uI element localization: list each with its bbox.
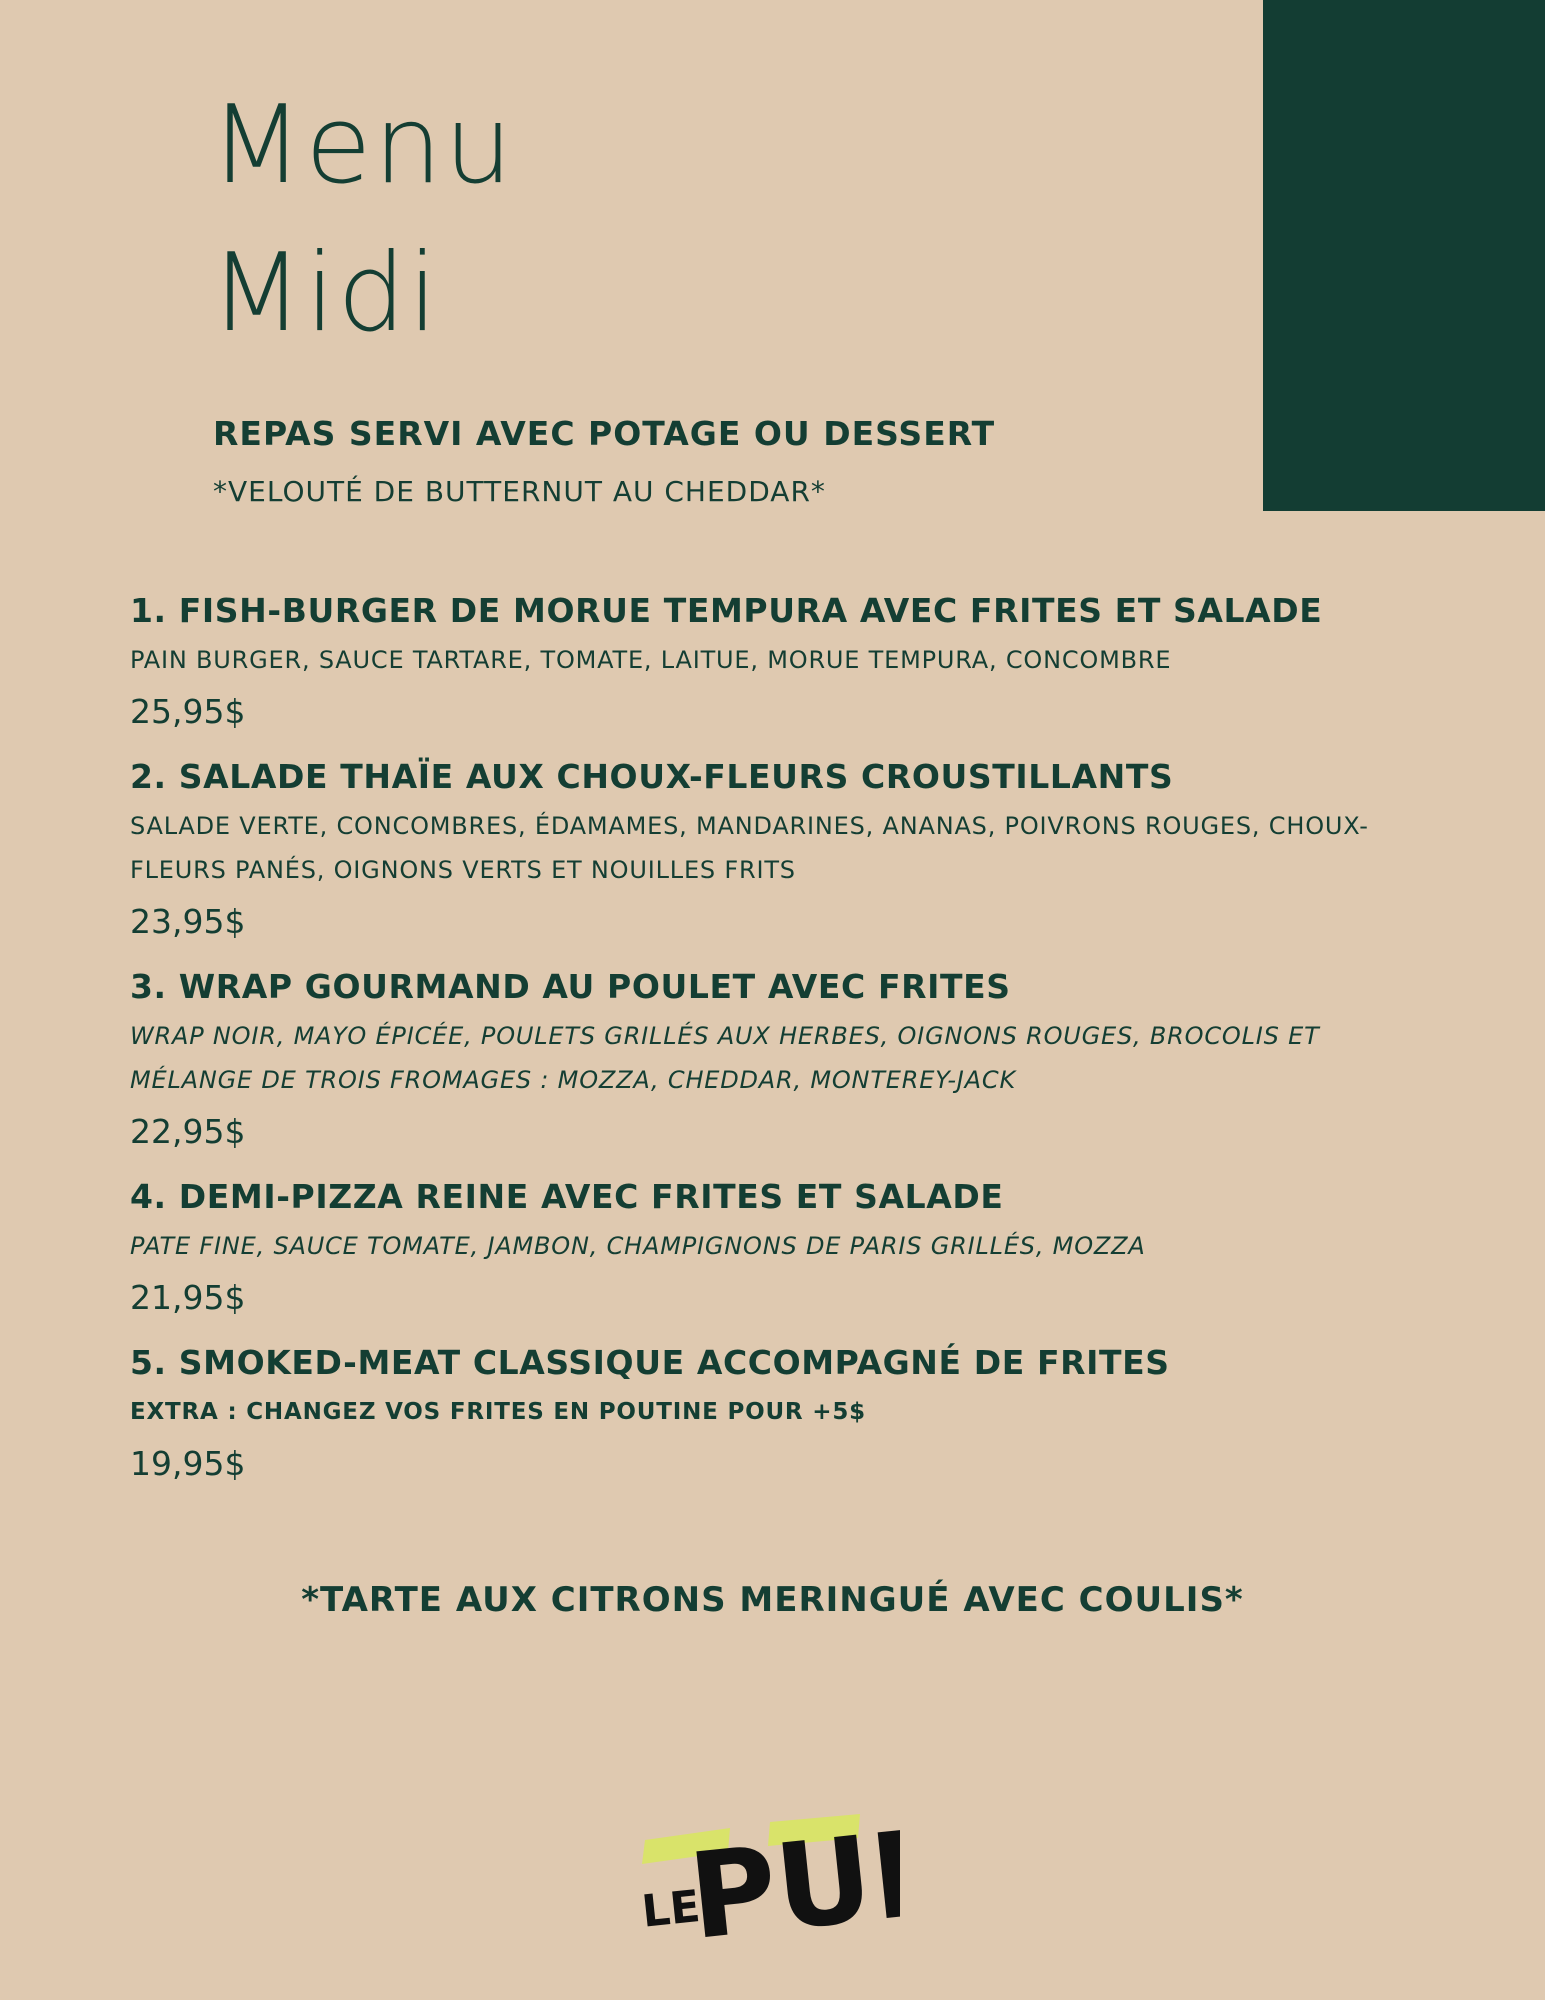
menu-items <box>130 584 1430 1502</box>
menu-item-title: 1. FISH-BURGER DE MORUE TEMPURA AVEC FRITES ET SALADE <box>130 591 1323 630</box>
menu-item <box>130 960 1430 1162</box>
page-title-line1: Menu <box>210 83 515 208</box>
menu-item-title: 3. WRAP GOURMAND AU POULET AVEC FRITES <box>130 967 1011 1006</box>
menu-item <box>130 750 1430 952</box>
menu-item <box>130 584 1430 742</box>
menu-item-description: PAIN BURGER, SAUCE TARTARE, TOMATE, LAITUE, MORUE TEMPURA, CONCOMBRE <box>130 646 1172 674</box>
corner-decoration <box>1263 0 1545 511</box>
svg-text:PUB: PUB <box>683 1800 900 1960</box>
menu-item-title: 4. DEMI-PIZZA REINE AVEC FRITES ET SALADE <box>130 1177 1004 1216</box>
menu-item-description: PATE FINE, SAUCE TOMATE, JAMBON, CHAMPIGNONS DE PARIS GRILLÉS, MOZZA <box>130 1232 1146 1260</box>
menu-item-price: 23,95$ <box>130 902 246 941</box>
menu-item-price: 21,95$ <box>130 1278 246 1317</box>
menu-item-extra: EXTRA : CHANGEZ VOS FRITES EN POUTINE POUR +5$ <box>130 1399 866 1425</box>
menu-item-description: SALADE VERTE, CONCOMBRES, ÉDAMAMES, MANDARINES, ANANAS, POIVRONS ROUGES, CHOUX-FLEURS PANÉS, OIGNONS VERTS ET NOUILLES FRITS <box>130 812 1369 884</box>
menu-item-title: 5. SMOKED-MEAT CLASSIQUE ACCOMPAGNÉ DE FRITES <box>130 1343 1170 1382</box>
menu-item-price: 25,95$ <box>130 692 246 731</box>
menu-item <box>130 1336 1430 1494</box>
menu-subtitle: REPAS SERVI AVEC POTAGE OU DESSERT <box>213 414 996 453</box>
svg-text:LE: LE <box>639 1880 703 1938</box>
menu-item-title: 2. SALADE THAÏE AUX CHOUX-FLEURS CROUSTILLANTS <box>130 757 1174 796</box>
menu-item-description: WRAP NOIR, MAYO ÉPICÉE, POULETS GRILLÉS AUX HERBES, OIGNONS ROUGES, BROCOLIS ET MÉLANGE DE TROIS FROMAGES : MOZZA, CHEDDAR, MONTEREY-JACK <box>130 1022 1320 1094</box>
page-title-line2: Midi <box>210 231 440 356</box>
menu-item-price: 22,95$ <box>130 1112 246 1151</box>
dessert-of-the-day: *TARTE AUX CITRONS MERINGUÉ AVEC COULIS* <box>301 1580 1244 1620</box>
soup-of-the-day: *VELOUTÉ DE BUTTERNUT AU CHEDDAR* <box>213 475 826 508</box>
menu-item-price: 19,95$ <box>130 1444 246 1483</box>
le-pub-logo-icon <box>620 1800 900 1960</box>
menu-item <box>130 1170 1430 1328</box>
